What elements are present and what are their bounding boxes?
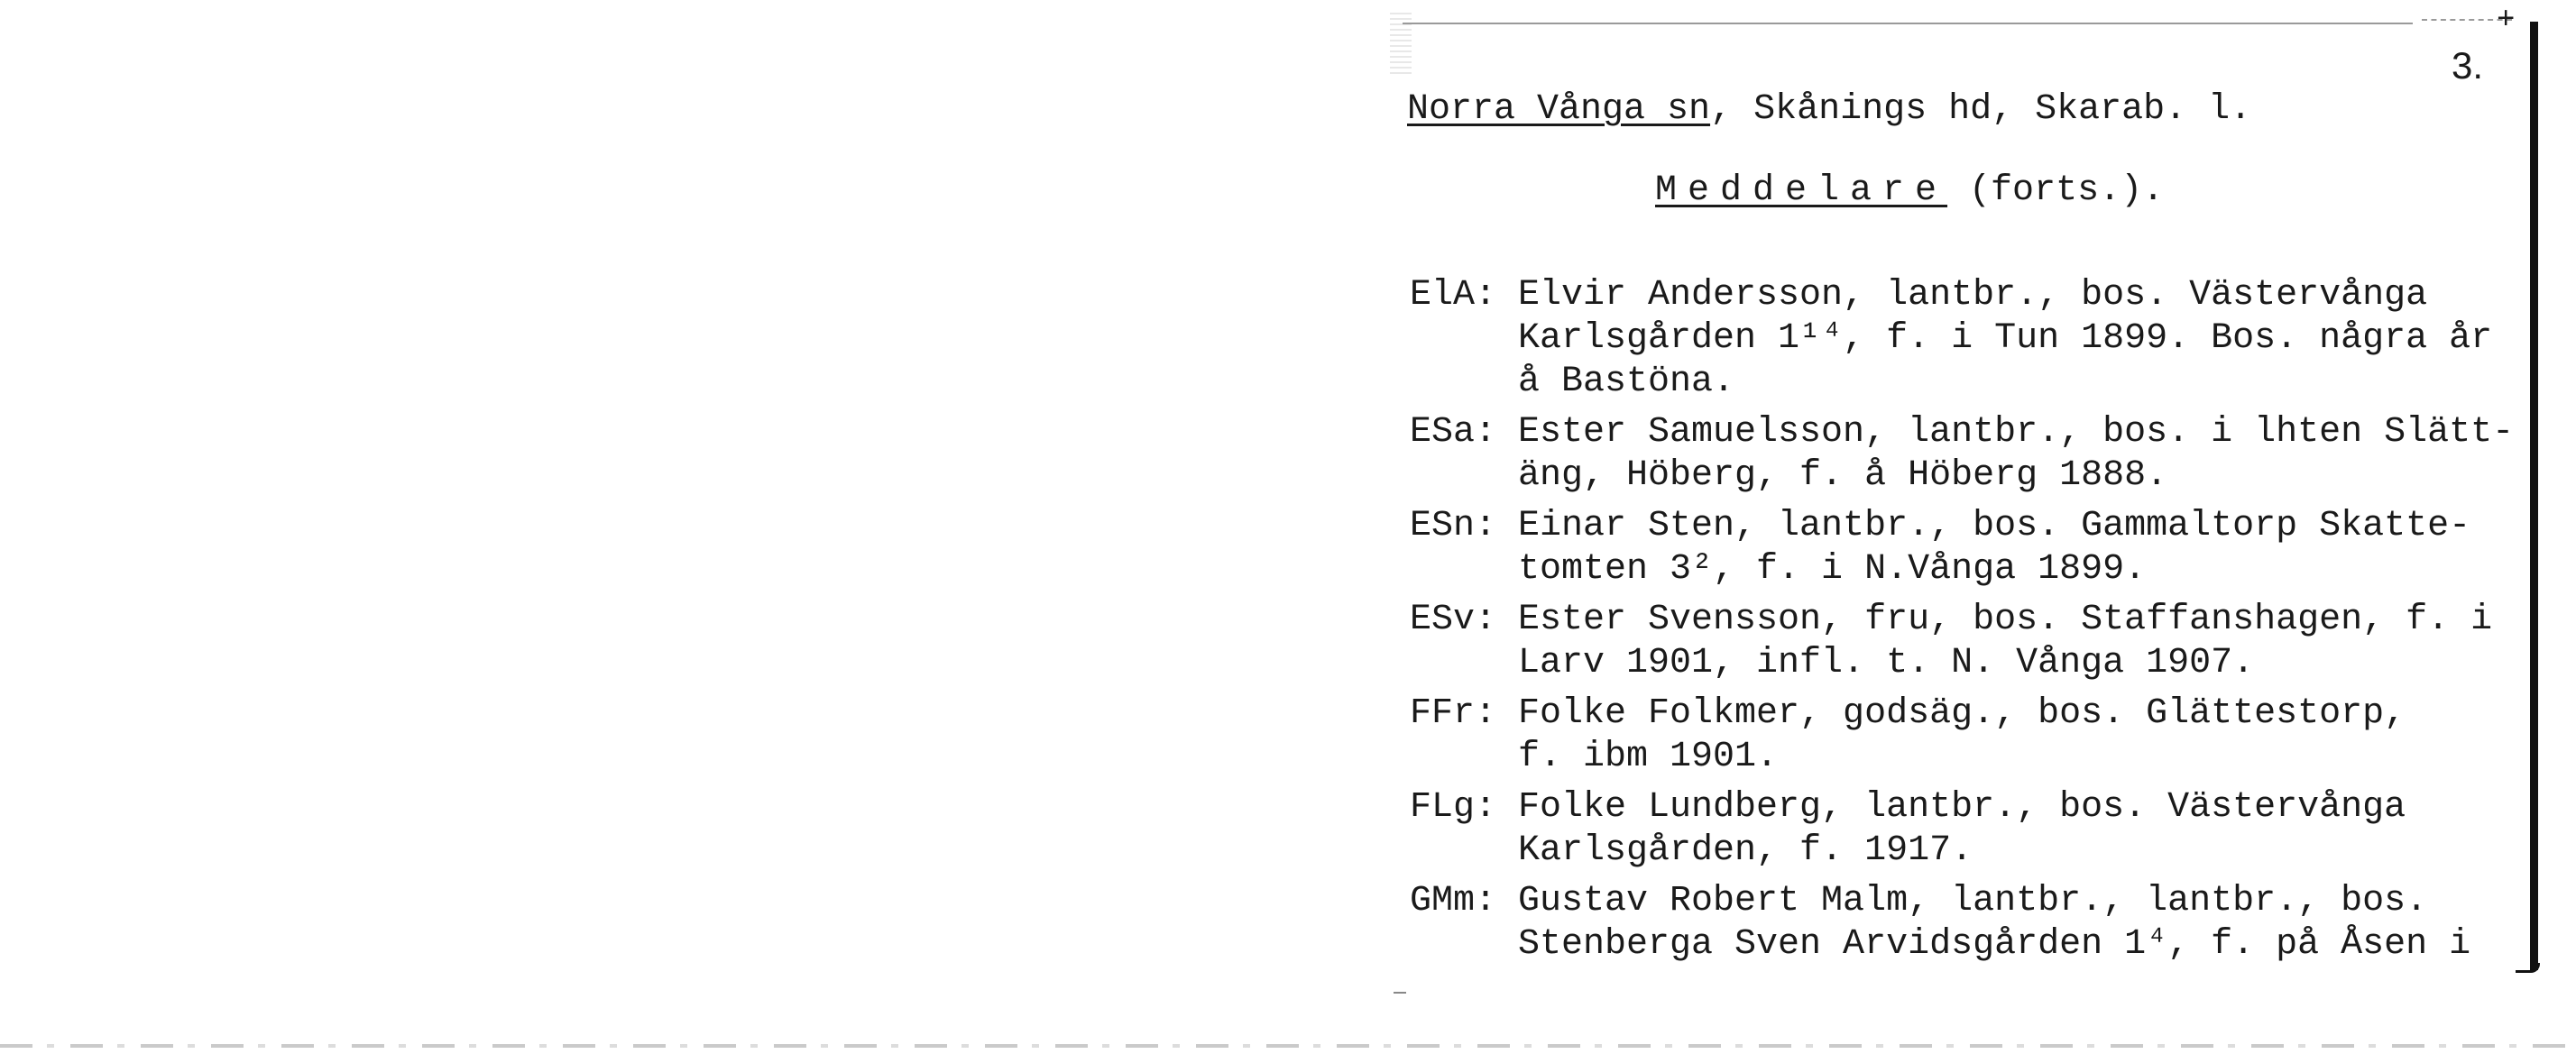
entry-line: Folke Folkmer, godsäg., bos. Glättestorp, — [1518, 693, 2406, 734]
informant-text — [1518, 880, 2528, 967]
parish-line — [1407, 88, 2251, 132]
entry-line: Ester Svensson, fru, bos. Staffanshagen, f. i — [1518, 600, 2493, 640]
parish-district: , Skånings hd, Skarab. l. — [1710, 89, 2252, 130]
informant-code: ElA: — [1410, 275, 1497, 316]
entry-line: å Bastöna. — [1518, 362, 1735, 402]
entry-line: Folke Lundberg, lantbr., bos. Västervånga — [1518, 787, 2406, 828]
informant-text — [1518, 692, 2528, 779]
list-item — [1410, 786, 2528, 873]
informant-text — [1518, 274, 2528, 404]
corner-mark: + — [2497, 4, 2516, 38]
scan-bottom-edge — [0, 1044, 2576, 1048]
informant-text — [1518, 411, 2528, 498]
entry-line: Gustav Robert Malm, lantbr., lantbr., bos. — [1518, 881, 2428, 921]
page-number: 3. — [2452, 44, 2484, 87]
card-edge-bar — [2530, 22, 2538, 970]
list-item — [1410, 692, 2528, 779]
entry-line: f. ibm 1901. — [1518, 737, 1779, 777]
scan-mark — [1394, 992, 1406, 994]
informant-code: GMm: — [1410, 881, 1497, 921]
entry-line: Larv 1901, infl. t. N. Vånga 1907. — [1518, 643, 2255, 683]
informant-list — [1410, 274, 2528, 974]
entry-line: äng, Höberg, f. å Höberg 1888. — [1518, 455, 2168, 496]
informant-text — [1518, 599, 2528, 685]
list-item — [1410, 274, 2528, 404]
list-item — [1410, 411, 2528, 498]
index-card — [1385, 0, 2576, 1054]
informant-text — [1518, 505, 2528, 591]
informant-code: ESa: — [1410, 412, 1497, 453]
entry-line: Ester Samuelsson, lantbr., bos. i lhten Slätt- — [1518, 412, 2515, 453]
informant-code: ESn: — [1410, 506, 1497, 546]
informant-text — [1518, 786, 2528, 873]
informant-code: FLg: — [1410, 787, 1497, 828]
heading-title: Meddelare — [1655, 170, 1948, 211]
entry-line: Karlsgården, f. 1917. — [1518, 830, 1973, 871]
top-rule — [1403, 23, 2413, 24]
entry-line: Karlsgården 1¹⁴, f. i Tun 1899. Bos. några år — [1518, 318, 2493, 359]
list-item — [1410, 505, 2528, 591]
entry-line: Elvir Andersson, lantbr., bos. Västervånga — [1518, 275, 2428, 316]
informant-code: ESv: — [1410, 600, 1497, 640]
informant-code: FFr: — [1410, 693, 1497, 734]
entry-line: tomten 3², f. i N.Vånga 1899. — [1518, 549, 2147, 590]
section-heading — [1655, 170, 2164, 213]
heading-suffix: (forts.). — [1947, 170, 2165, 211]
entry-line: Stenberga Sven Arvidsgården 1⁴, f. på Åsen i — [1518, 924, 2471, 965]
entry-line: Einar Sten, lantbr., bos. Gammaltorp Skatte- — [1518, 506, 2471, 546]
list-item — [1410, 599, 2528, 685]
parish-name: Norra Vånga sn — [1407, 89, 1711, 130]
list-item — [1410, 880, 2528, 967]
